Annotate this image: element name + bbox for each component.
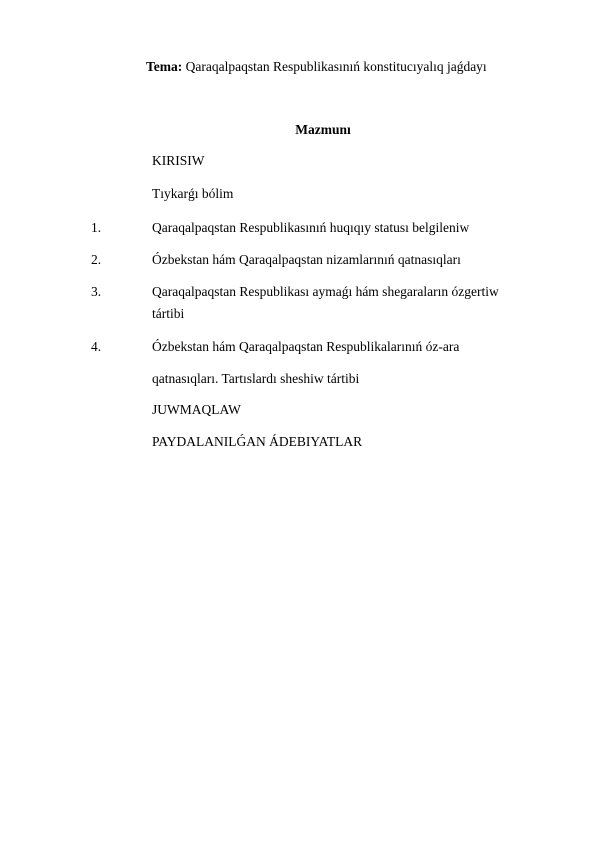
toc-item-text-continued: qatnasıqları. Tartıslardı sheshiw tártibi (152, 371, 360, 386)
toc-intro: KIRISIW (152, 153, 205, 168)
toc-item-number: 2. (91, 252, 102, 267)
toc-item-number: 4. (91, 339, 102, 354)
theme-label: Tema: (146, 59, 183, 74)
toc-item-text: Ózbekstan hám Qaraqalpaqstan Respublikalarınıń óz-ara (152, 339, 460, 354)
toc-item-text: Ózbekstan hám Qaraqalpaqstan nizamlarınıń qatnasıqları (152, 252, 461, 267)
toc-item-text-continued: tártibi (152, 306, 185, 321)
toc-conclusion: JUWMAQLAW (152, 402, 241, 417)
theme-text: Qaraqalpaqstan Respublikasınıń konstitucıyalıq jaǵdayı (185, 59, 487, 74)
toc-item-number: 3. (91, 284, 102, 299)
toc-title: Mazmunı (295, 122, 351, 137)
toc-main-part: Tıykarǵı bólim (152, 186, 234, 201)
toc-references: PAYDALANILǴAN ÁDEBIYATLAR (152, 434, 363, 449)
toc-item-number: 1. (91, 220, 102, 235)
theme-line (146, 59, 487, 75)
toc-item-text: Qaraqalpaqstan Respublikası aymaǵı hám shegaraların ózgertiw (152, 284, 499, 299)
toc-item-text: Qaraqalpaqstan Respublikasınıń huqıqıy statusı belgileniw (152, 220, 470, 235)
